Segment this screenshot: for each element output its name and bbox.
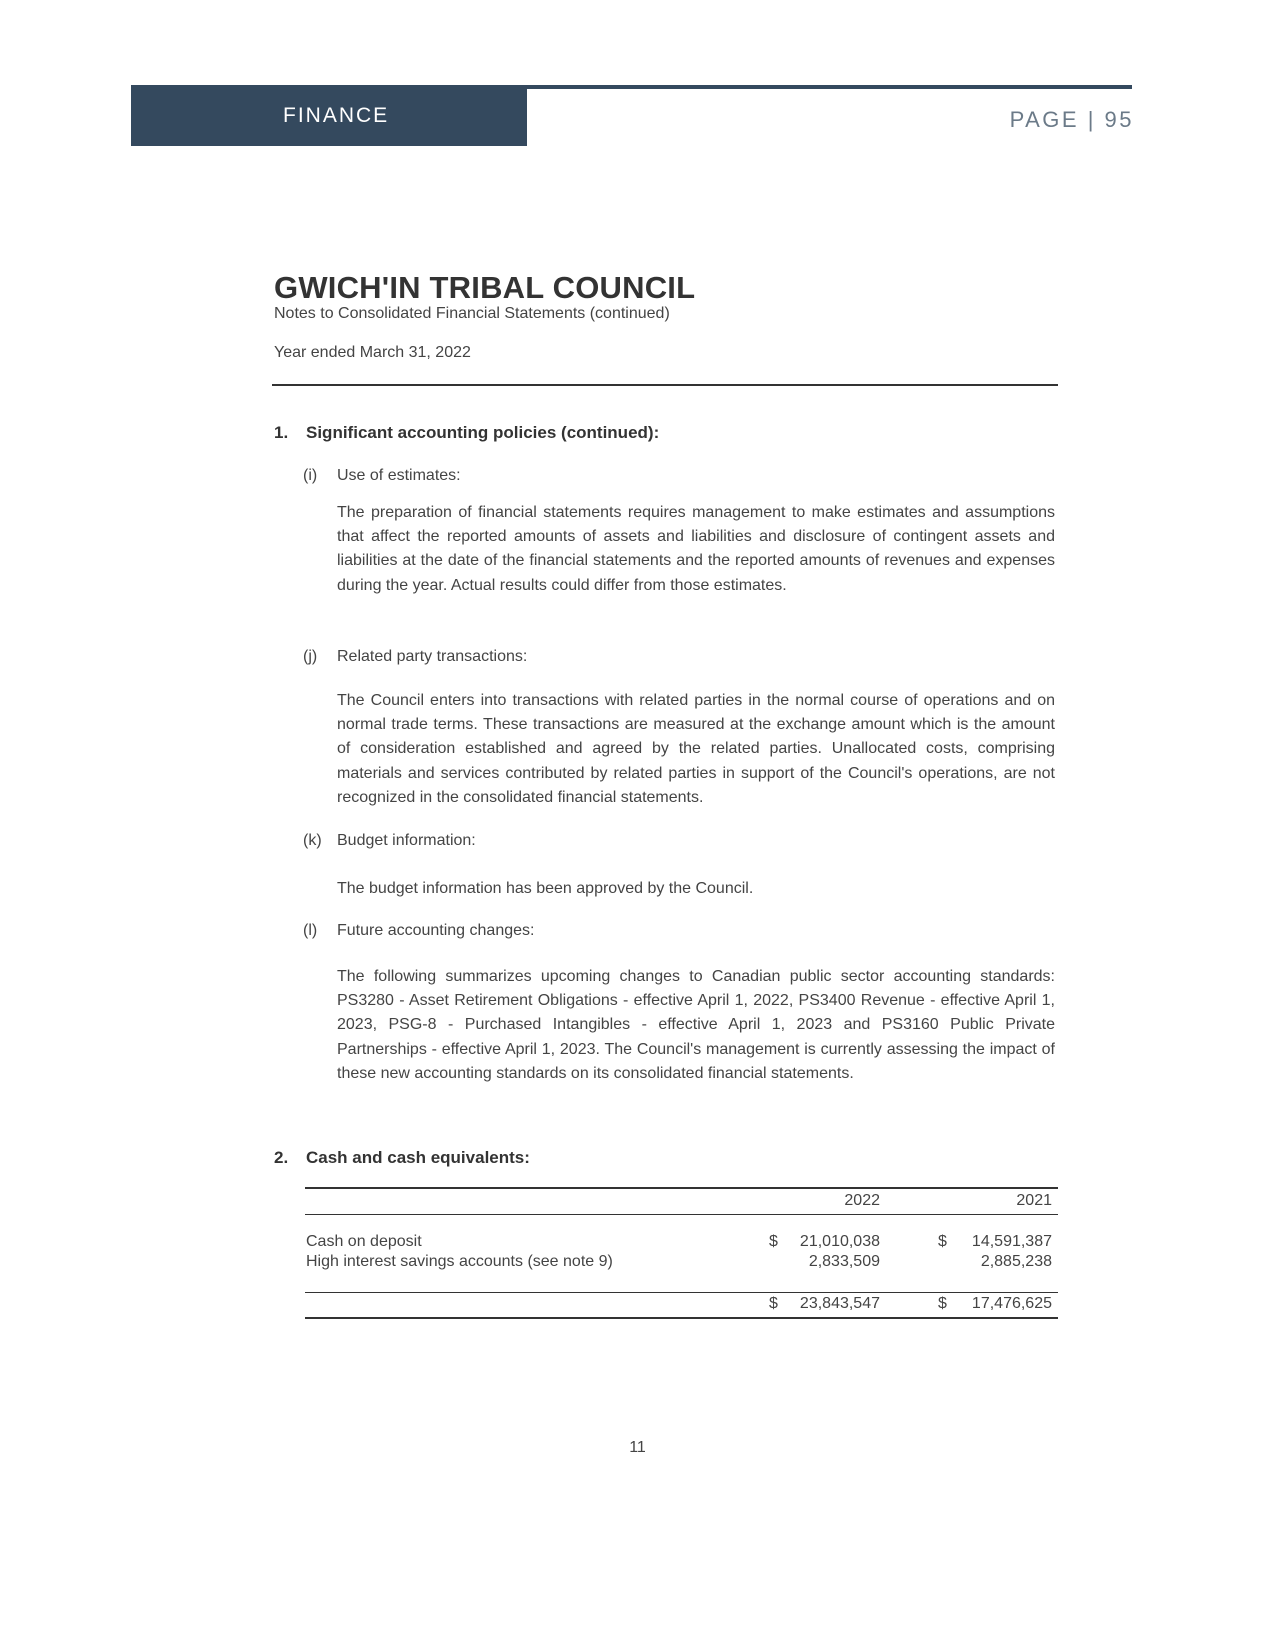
table-bottom-rule <box>305 1317 1058 1319</box>
row-label: High interest savings accounts (see note 9) <box>306 1253 613 1270</box>
item-j-letter: (j) <box>303 648 318 665</box>
item-i-text: The preparation of financial statements requires management to make estimates and assumptions that affect the reported amounts of assets and liabilities and disclosure of contingent assets and liabilities at the date of the financial statements and the reported amounts of revenues and expenses during the year. Actual results could differ from those estimates. <box>337 504 1055 594</box>
section-1-heading <box>274 423 659 443</box>
item-l-text: The following summarizes upcoming changes to Canadian public sector accounting standards: PS3280 - Asset Retirement Obligations - effective April 1, 2022, PS3400 Revenue - effective April 1, 2023, PSG-8 - Purchased Intangibles - effective April 1, 2023 and PS3160 Public Private Partnerships - effective April 1, 2023. The Council's management is currently assessing the impact of these new accounting standards on its consolidated financial statements. <box>337 968 1055 1082</box>
page-number: 11 <box>629 1439 646 1456</box>
item-j-text: The Council enters into transactions with related parties in the normal course of operations and on normal trade terms. These transactions are measured at the exchange amount which is the amount of consideration established and agreed by the related parties. Unallocated costs, comprising materials and services contributed by related parties in support of the Council's operations, are not recognized in the consolidated financial statements. <box>337 692 1055 806</box>
title-divider <box>272 384 1058 386</box>
item-i-label: Use of estimates: <box>337 467 461 484</box>
item-k-letter: (k) <box>303 832 322 849</box>
section-tab <box>131 85 527 146</box>
item-l-label: Future accounting changes: <box>337 922 535 939</box>
total-currency-2021: $ <box>938 1295 947 1312</box>
section-2-title: Cash and cash equivalents: <box>306 1148 530 1167</box>
row-label: Cash on deposit <box>306 1233 422 1250</box>
page-label: PAGE | 95 <box>1009 107 1134 132</box>
column-header-2022: 2022 <box>844 1192 880 1209</box>
column-header-2021: 2021 <box>1016 1192 1052 1209</box>
item-k-heading <box>303 832 476 850</box>
item-i-heading <box>303 467 461 485</box>
row-value-2021: 2,885,238 <box>980 1253 1052 1270</box>
item-k-label: Budget information: <box>337 832 476 849</box>
table-header-rule <box>305 1214 1058 1215</box>
table-top-rule <box>305 1187 1058 1189</box>
total-value-2022: 23,843,547 <box>799 1295 880 1312</box>
item-l-letter: (l) <box>303 922 318 939</box>
row-value-2022: 2,833,509 <box>808 1253 880 1270</box>
item-k-text: The budget information has been approved by the Council. <box>337 880 754 897</box>
document-subtitle: Notes to Consolidated Financial Statements (continued) <box>274 305 670 322</box>
organization-title: GWICH'IN TRIBAL COUNCIL <box>274 270 696 305</box>
section-1-number: 1. <box>274 423 289 442</box>
fiscal-year: Year ended March 31, 2022 <box>274 344 471 361</box>
section-1-title: Significant accounting policies (continued): <box>306 423 660 442</box>
section-2-number: 2. <box>274 1148 289 1167</box>
row-currency-2022: $ <box>769 1233 778 1250</box>
section-tab-label: FINANCE <box>283 103 390 127</box>
total-currency-2022: $ <box>769 1295 778 1312</box>
row-value-2021: 14,591,387 <box>971 1233 1052 1250</box>
row-currency-2021: $ <box>938 1233 947 1250</box>
item-l-heading <box>303 922 534 940</box>
item-j-heading <box>303 648 527 666</box>
item-j-label: Related party transactions: <box>337 648 528 665</box>
total-value-2021: 17,476,625 <box>971 1295 1052 1312</box>
row-value-2022: 21,010,038 <box>799 1233 880 1250</box>
table-subtotal-rule <box>305 1292 1058 1293</box>
section-2-heading <box>274 1148 530 1168</box>
item-i-letter: (i) <box>303 467 318 484</box>
